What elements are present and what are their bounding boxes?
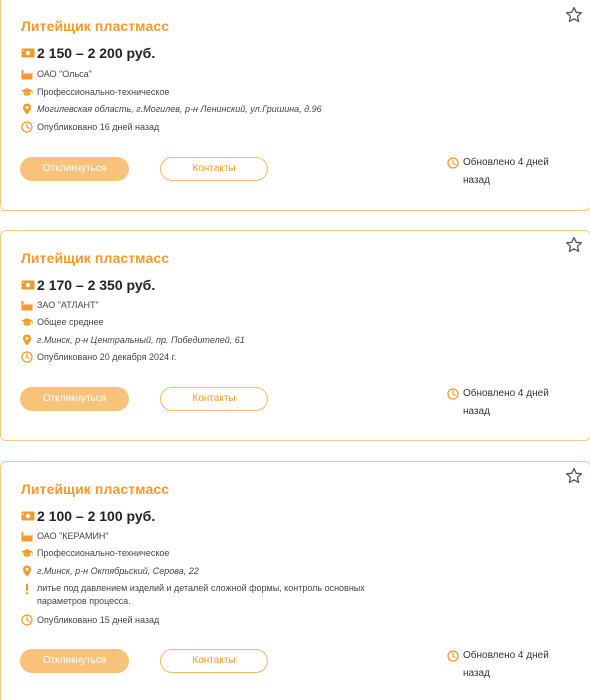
updated-info bbox=[447, 649, 567, 683]
education: Профессионально-техническое bbox=[37, 548, 170, 558]
graduation-cap-icon bbox=[21, 316, 33, 328]
vacancy-card[interactable] bbox=[0, 230, 590, 441]
location-pin-icon bbox=[21, 565, 33, 577]
clock-icon bbox=[447, 650, 459, 662]
graduation-cap-icon bbox=[21, 86, 33, 98]
address: Могилевская область, г.Могилев, р-н Ленинский, ул.Гришина, д.96 bbox=[37, 104, 322, 114]
description: литье под давлением изделий и деталей сложной формы, контроль основных параметров процесса. bbox=[37, 583, 365, 606]
salary: 2 100 – 2 100 руб. bbox=[37, 508, 156, 524]
education-row bbox=[21, 316, 104, 329]
vacancy-card[interactable] bbox=[0, 461, 590, 700]
graduation-cap-icon bbox=[21, 547, 33, 559]
address-row bbox=[21, 565, 199, 578]
clock-icon bbox=[21, 121, 33, 133]
salary-row bbox=[21, 508, 155, 524]
location-pin-icon bbox=[21, 334, 33, 346]
education: Общее среднее bbox=[37, 317, 104, 327]
clock-icon bbox=[21, 351, 33, 363]
company-name: ЗАО "АТЛАНТ" bbox=[37, 300, 99, 310]
factory-icon bbox=[21, 299, 33, 311]
info-icon bbox=[21, 583, 33, 595]
published-date: Опубликовано 16 дней назад bbox=[37, 122, 160, 132]
money-icon bbox=[21, 510, 35, 522]
salary: 2 150 – 2 200 руб. bbox=[37, 45, 156, 61]
contacts-button[interactable]: Контакты bbox=[160, 387, 268, 411]
address: г.Минск, р-н Октябрьский, Серова, 22 bbox=[37, 566, 199, 576]
contacts-button[interactable]: Контакты bbox=[160, 157, 268, 181]
published-row bbox=[21, 351, 176, 364]
favorite-star-icon[interactable] bbox=[565, 6, 583, 24]
published-date: Опубликовано 15 дней назад bbox=[37, 615, 160, 625]
money-icon bbox=[21, 279, 35, 291]
contacts-button[interactable]: Контакты bbox=[160, 649, 268, 673]
company-name: ОАО "КЕРАМИН" bbox=[37, 531, 109, 541]
money-icon bbox=[21, 47, 35, 59]
updated-info bbox=[447, 156, 567, 190]
updated-text: Обновлено 4 дней назад bbox=[463, 157, 549, 186]
apply-button[interactable]: Откликнуться bbox=[20, 387, 129, 411]
salary-row bbox=[21, 45, 155, 61]
published-date: Опубликовано 20 декабря 2024 г. bbox=[37, 352, 177, 362]
address-row bbox=[21, 334, 245, 347]
education: Профессионально-техническое bbox=[37, 87, 170, 97]
company-row bbox=[21, 530, 109, 543]
description-row bbox=[21, 583, 397, 608]
updated-text: Обновлено 4 дней назад bbox=[463, 388, 549, 417]
salary-row bbox=[21, 277, 155, 293]
apply-button[interactable]: Откликнуться bbox=[20, 157, 129, 181]
factory-icon bbox=[21, 68, 33, 80]
company-row bbox=[21, 68, 92, 81]
apply-button[interactable]: Откликнуться bbox=[20, 649, 129, 673]
favorite-star-icon[interactable] bbox=[565, 236, 583, 254]
address-row bbox=[21, 103, 322, 116]
factory-icon bbox=[21, 530, 33, 542]
vacancy-title[interactable]: Литейщик пластмасс bbox=[21, 18, 170, 34]
vacancy-card[interactable] bbox=[0, 0, 590, 211]
salary: 2 170 – 2 350 руб. bbox=[37, 277, 156, 293]
updated-text: Обновлено 4 дней назад bbox=[463, 650, 549, 679]
address: г.Минск, р-н Центральный, пр. Победителей, 61 bbox=[37, 335, 245, 345]
education-row bbox=[21, 547, 169, 560]
vacancy-title[interactable]: Литейщик пластмасс bbox=[21, 250, 170, 266]
location-pin-icon bbox=[21, 103, 33, 115]
clock-icon bbox=[447, 388, 459, 400]
favorite-star-icon[interactable] bbox=[565, 467, 583, 485]
company-row bbox=[21, 299, 99, 312]
updated-info bbox=[447, 387, 567, 421]
company-name: ОАО "Ольса" bbox=[37, 69, 92, 79]
published-row bbox=[21, 121, 159, 134]
clock-icon bbox=[21, 614, 33, 626]
clock-icon bbox=[447, 157, 459, 169]
education-row bbox=[21, 86, 169, 99]
vacancy-title[interactable]: Литейщик пластмасс bbox=[21, 481, 170, 497]
published-row bbox=[21, 614, 159, 627]
